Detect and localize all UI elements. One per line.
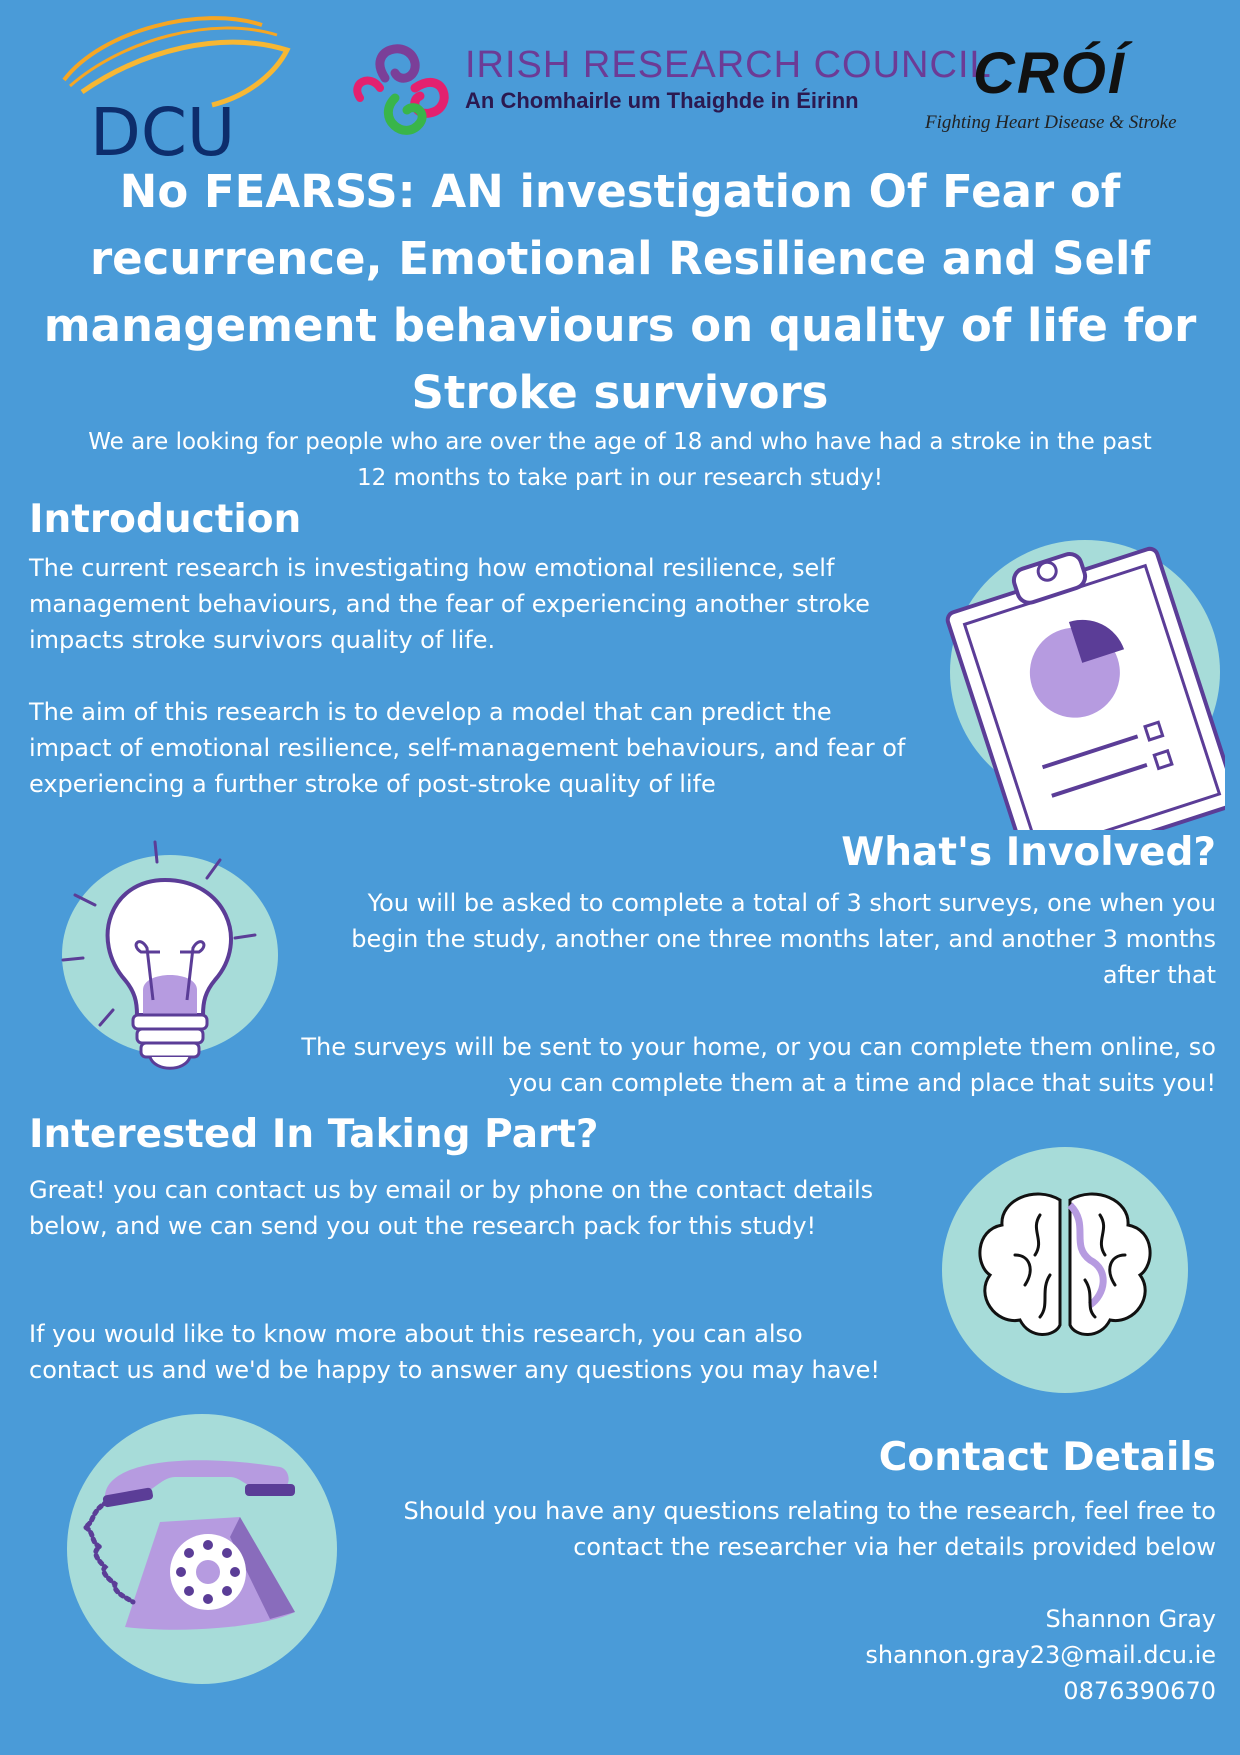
page-subtitle: We are looking for people who are over the age of 18 and who have had a stroke in the past 12 months to take part in our research study! [88, 429, 1152, 491]
clipboard-chart-icon [920, 530, 1225, 830]
involved-paragraph-2: The surveys will be sent to your home, or you can complete them online, so you can complete them at a time and place that suits you! [301, 1033, 1216, 1097]
interested-paragraph-2: If you would like to know more about this research, you can also contact us and we'd be happy to answer any questions you may have! [29, 1320, 881, 1384]
croi-logo [905, 40, 1205, 140]
irc-emblem-icon [345, 28, 465, 148]
brain-icon [940, 1145, 1190, 1395]
introduction-paragraph-2: The aim of this research is to develop a model that can predict the impact of emotional resilience, self-management behaviours, and fear of experiencing a further stroke of post-stroke quality of life [29, 698, 906, 798]
introduction-heading: Introduction [29, 497, 302, 542]
introduction-paragraph-1: The current research is investigating how emotional resilience, self management behaviours, and the fear of experiencing another stroke impacts stroke survivors quality of life. [29, 554, 870, 654]
irish-research-council-logo [345, 28, 992, 148]
involved-heading: What's Involved? [841, 830, 1216, 875]
contact-name: Shannon Gray [1045, 1605, 1216, 1633]
irc-name: IRISH RESEARCH COUNCIL [465, 44, 992, 86]
lightbulb-icon [55, 840, 295, 1100]
telephone-icon [65, 1412, 340, 1687]
contact-phone[interactable]: 0876390670 [1063, 1677, 1216, 1705]
interested-heading: Interested In Taking Part? [29, 1112, 599, 1157]
interested-paragraph-1: Great! you can contact us by email or by phone on the contact details below, and we can send you out the research pack for this study! [29, 1176, 874, 1240]
contact-heading: Contact Details [878, 1435, 1216, 1480]
contact-paragraph: Should you have any questions relating to the research, feel free to contact the researcher via her details provided below [403, 1497, 1216, 1561]
croi-logo-text: CRÓÍ [973, 41, 1126, 106]
involved-paragraph-1: You will be asked to complete a total of 3 short surveys, one when you begin the study, another one three months later, and another 3 months after that [351, 889, 1216, 989]
contact-email[interactable]: shannon.gray23@mail.dcu.ie [865, 1641, 1216, 1669]
croi-tagline: Fighting Heart Disease & Stroke [925, 112, 1177, 133]
page-title: No FEARSS: AN investigation Of Fear of recurrence, Emotional Resilience and Self management behaviours on quality of life for Stroke survivors [43, 165, 1197, 419]
irc-irish-name: An Chomhairle um Thaighde in Éirinn [465, 88, 859, 113]
dcu-logo [62, 10, 292, 160]
dcu-logo-text: DCU [90, 94, 236, 160]
